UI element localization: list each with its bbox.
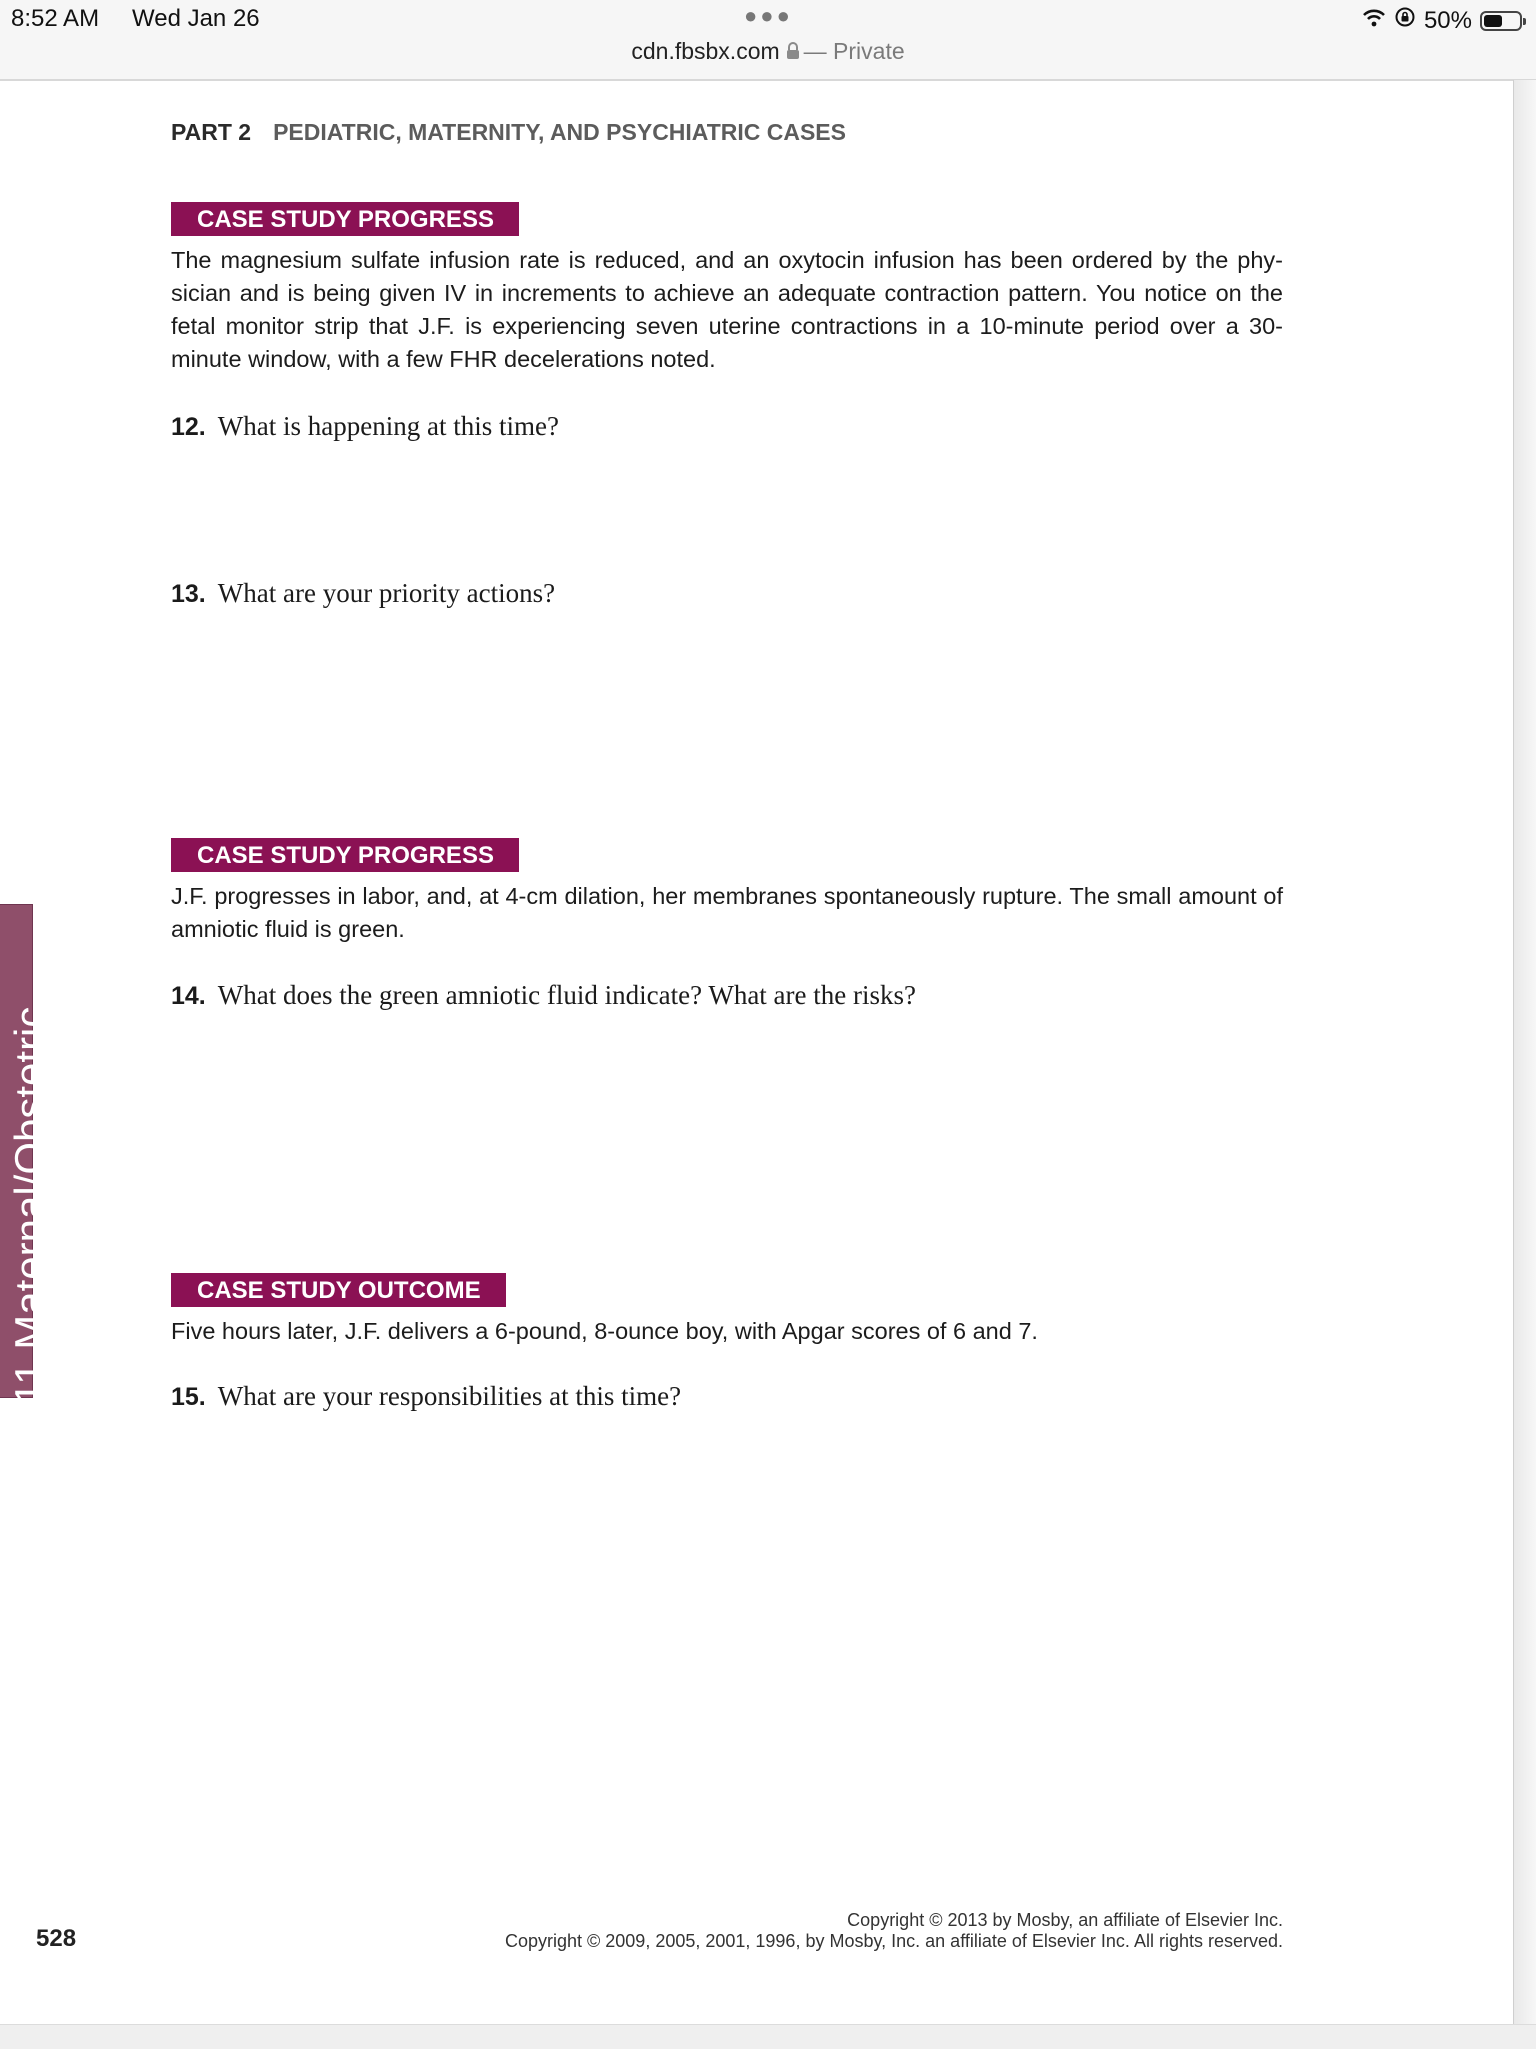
status-bar — [0, 0, 1536, 81]
lock-icon — [786, 39, 800, 66]
status-indicators — [1362, 6, 1522, 35]
battery-percent: 50% — [1423, 6, 1472, 34]
page-number: 528 — [36, 1925, 77, 1952]
page-bottom-margin — [0, 2024, 1536, 2049]
question-text: What is happening at this time? — [217, 411, 559, 441]
case-study-text: The magnesium sulfate infusion rate is reduced, and an oxytocin infusion has been ordered by the phy-sician and is being given IV in increments to achieve an adequate contraction pattern. You notice on the fetal monitor strip that J.F. is experiencing seven uterine contractions in a 10-minute period over a 30-minute window, with a few FHR decelerations noted. — [171, 247, 1283, 372]
question-14 — [171, 980, 916, 1011]
private-label: — Private — [803, 38, 905, 64]
orientation-lock-icon — [1394, 6, 1416, 35]
copyright-notice — [505, 1910, 1283, 1952]
question-13 — [171, 578, 555, 609]
copyright-line-2: Copyright © 2009, 2005, 2001, 1996, by Mosby, Inc. an affiliate of Elsevier Inc. All rights reserved. — [504, 1931, 1283, 1951]
status-time: 8:52 AM — [11, 5, 100, 32]
question-number: 12. — [171, 413, 206, 441]
case-study-text: J.F. progresses in labor, and, at 4-cm dilation, her membranes spontaneously rupture. The small amount of amniotic fluid is green. — [171, 883, 1283, 942]
copyright-line-1: Copyright © 2013 by Mosby, an affiliate of Elsevier Inc. — [847, 1910, 1283, 1930]
battery-icon — [1480, 11, 1522, 31]
url-host: cdn.fbsbx.com — [631, 38, 780, 64]
running-header — [171, 119, 846, 146]
page-margin — [1514, 80, 1536, 2025]
question-15 — [171, 1381, 681, 1412]
question-number: 15. — [171, 1383, 206, 1411]
address-bar[interactable] — [0, 38, 1536, 66]
case-study-progress-banner: CASE STUDY PROGRESS — [171, 202, 519, 236]
case-study-progress-banner: CASE STUDY PROGRESS — [171, 838, 519, 872]
case-study-outcome-banner: CASE STUDY OUTCOME — [171, 1273, 506, 1307]
chapter-side-tab-label: 11 Maternal/Obstetric — [6, 1006, 53, 1405]
part-title: PEDIATRIC, MATERNITY, AND PSYCHIATRIC CASES — [273, 119, 846, 145]
case-study-text: Five hours later, J.F. delivers a 6-pound, 8-ounce boy, with Apgar scores of 6 and 7. — [171, 1318, 1038, 1344]
question-text: What does the green amniotic fluid indicate? What are the risks? — [217, 980, 916, 1010]
more-options-icon[interactable]: ●●● — [744, 3, 793, 28]
wifi-icon — [1362, 7, 1386, 35]
status-date: Wed Jan 26 — [132, 5, 260, 32]
question-text: What are your priority actions? — [217, 578, 556, 608]
question-text: What are your responsibilities at this time? — [217, 1381, 682, 1411]
chapter-side-tab — [0, 904, 53, 1405]
question-12 — [171, 411, 559, 442]
question-number: 13. — [171, 580, 206, 608]
question-number: 14. — [171, 982, 206, 1010]
part-number: PART 2 — [171, 119, 252, 145]
